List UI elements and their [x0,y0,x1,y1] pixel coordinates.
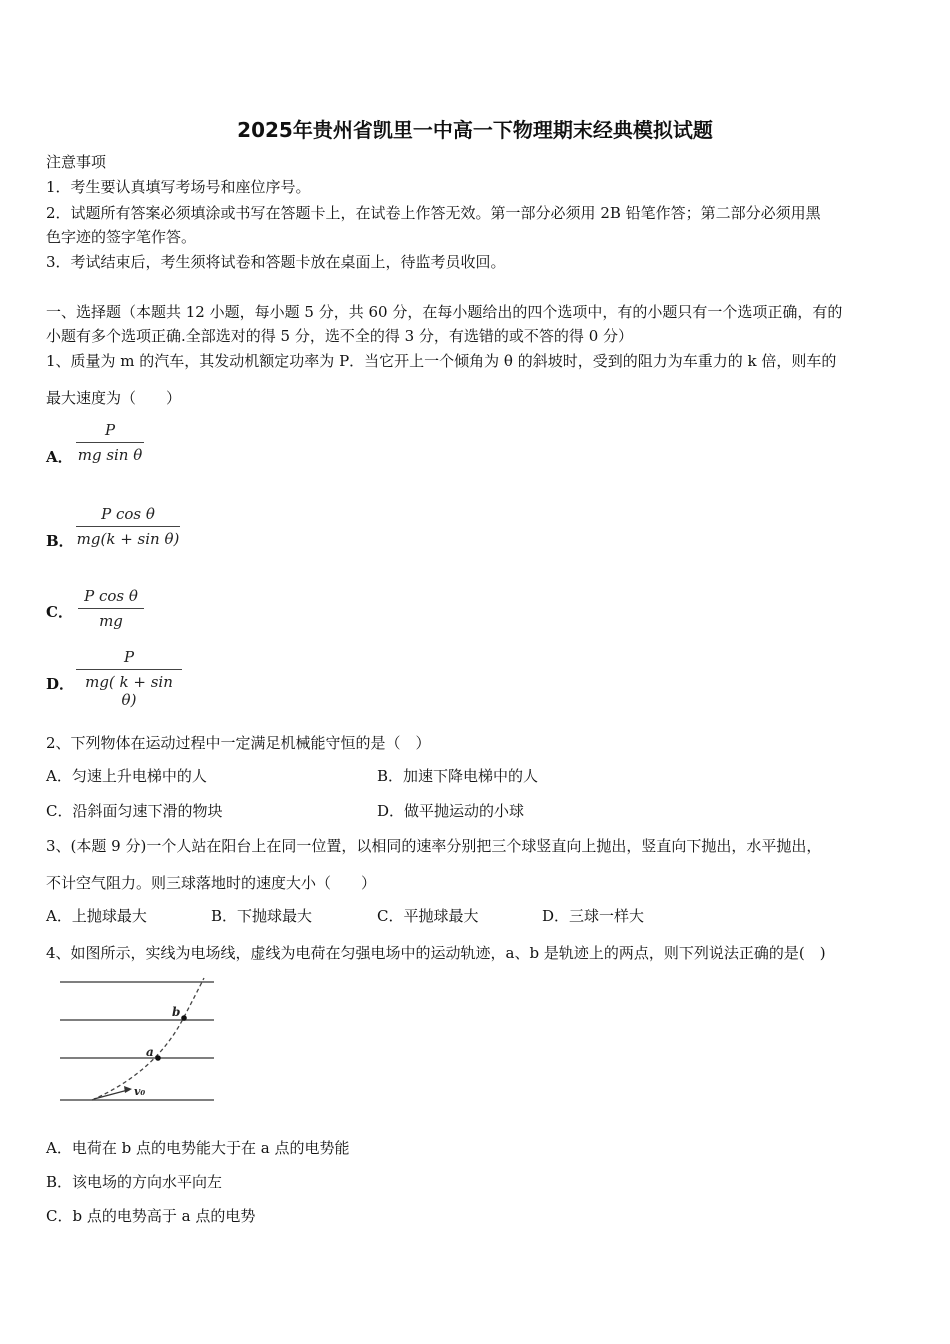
question-1-stem: 最大速度为（ ） [46,389,182,407]
fraction-numerator: P cos θ [84,587,138,605]
fraction-numerator: P [104,421,116,439]
electric-field-figure [46,972,216,1112]
q1-option-label: D． [46,675,75,693]
figure-label-b: b [172,1005,181,1019]
q3-option: C．平抛球最大 [377,907,479,925]
q3-option: A．上抛球最大 [46,907,147,925]
q4-option: C．b 点的电势高于 a 点的电势 [46,1207,256,1225]
q2-option: A．匀速上升电梯中的人 [46,767,207,785]
q2-option: B．加速下降电梯中的人 [377,767,539,785]
figure-label-v0: v₀ [134,1085,146,1098]
q3-option: D．三球一样大 [542,907,645,925]
q4-option: A．电荷在 b 点的电势能大于在 a 点的电势能 [46,1139,350,1157]
q1-option-label: C． [46,603,73,621]
fraction-denominator: mg [99,612,123,630]
section-instruction: 一、选择题（本题共 12 小题，每小题 5 分，共 60 分，在每小题给出的四个选项中，有的小题只有一个选项正确，有的 [46,303,843,321]
q1-option-b-formula [76,505,180,548]
fraction-numerator: P cos θ [101,505,155,523]
fraction-denominator: mg(k + sin θ) [76,530,180,548]
question-3-stem: 不计空气阻力。则三球落地时的速度大小（ ） [46,874,377,892]
question-3-stem: 3、(本题 9 分)一个人站在阳台上在同一位置，以相同的速率分别把三个球竖直向上抛出，竖直向下抛出，水平抛出， [46,837,822,855]
notice-item: 2．试题所有答案必须填涂或书写在答题卡上，在试卷上作答无效。第一部分必须用 2B 铅笔作答；第二部分必须用黑 [46,204,821,222]
q1-option-label: A． [46,448,73,466]
q1-option-d-formula [76,648,182,709]
q2-option: C．沿斜面匀速下滑的物块 [46,802,223,820]
q1-option-label: B． [46,532,74,550]
q1-option-a-formula [76,421,144,464]
notice-item: 1．考生要认真填写考场号和座位序号。 [46,178,311,196]
q4-option: B．该电场的方向水平向左 [46,1173,223,1191]
q2-option: D．做平抛运动的小球 [377,802,525,820]
notice-item: 3．考试结束后，考生须将试卷和答题卡放在桌面上，待监考员收回。 [46,253,506,271]
fraction-denominator: mg( k + sin θ) [85,673,173,709]
question-1-stem: 1、质量为 m 的汽车，其发动机额定功率为 P．当它开上一个倾角为 θ 的斜坡时，受到的阻力为车重力的 k 倍，则车的 [46,352,837,370]
figure-label-a: a [146,1045,154,1059]
q1-option-c-formula [78,587,144,630]
fraction-numerator: P [123,648,135,666]
notice-heading: 注意事项 [46,153,107,171]
section-instruction: 小题有多个选项正确.全部选对的得 5 分，选不全的得 3 分，有选错的或不答的得 0 分） [46,327,634,345]
question-2-stem: 2、下列物体在运动过程中一定满足机械能守恒的是（ ） [46,734,431,752]
notice-item: 色字迹的签字笔作答。 [46,228,197,246]
q3-option: B．下抛球最大 [211,907,313,925]
question-4-stem: 4、如图所示，实线为电场线，虚线为电荷在匀强电场中的运动轨迹，a、b 是轨迹上的两点，则下列说法正确的是( ) [46,944,826,962]
page-title: 2025年贵州省凯里一中高一下物理期末经典模拟试题 [237,118,713,142]
fraction-denominator: mg sin θ [77,446,143,464]
